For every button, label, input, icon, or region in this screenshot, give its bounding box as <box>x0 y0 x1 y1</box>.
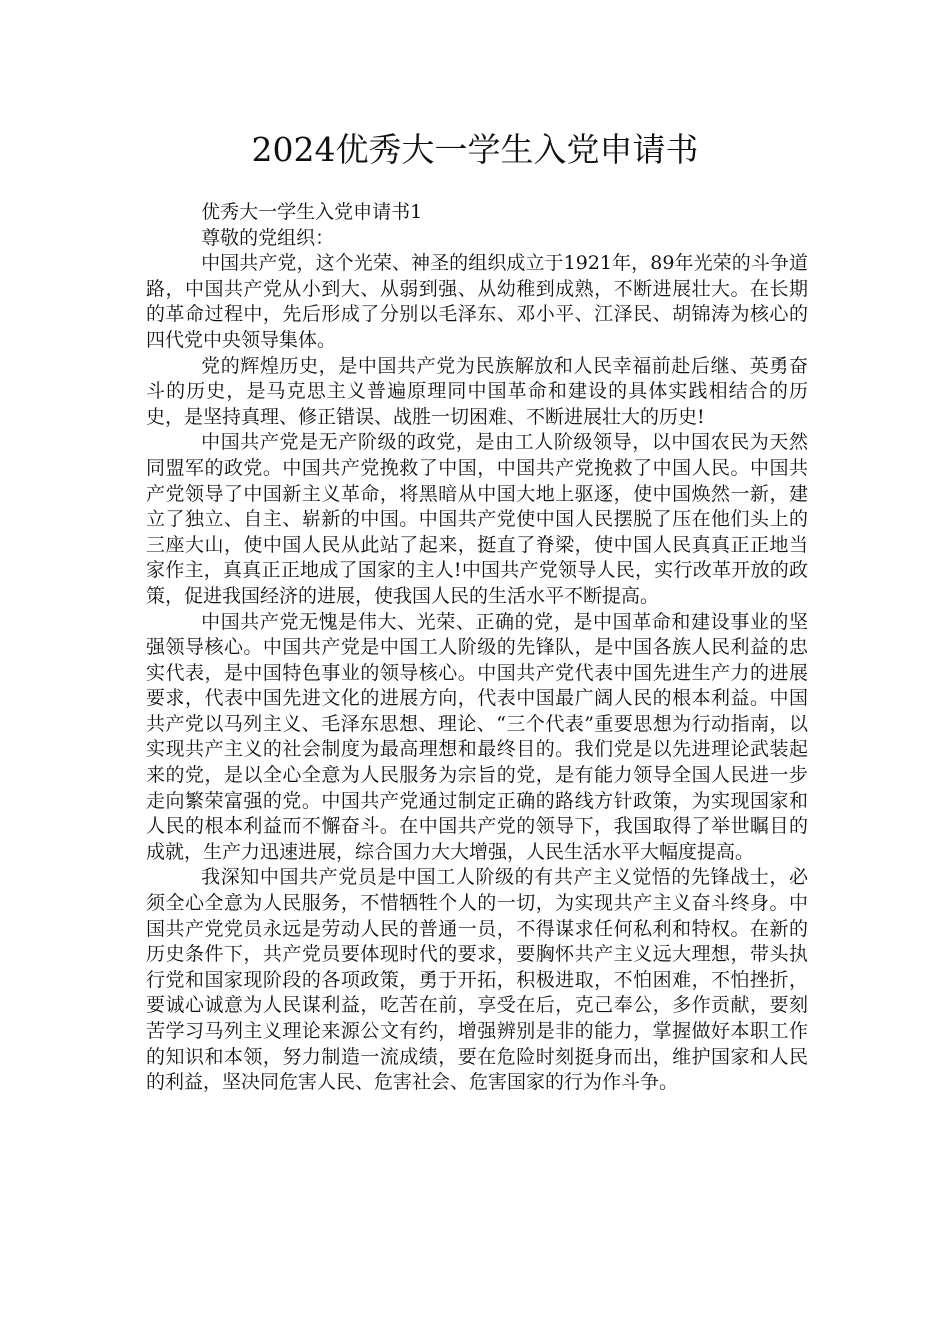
body-paragraph: 党的辉煌历史，是中国共产党为民族解放和人民幸福前赴后继、英勇奋斗的历史，是马克思主义普遍原理同中国革命和建设的具体实践相结合的历史，是坚持真理、修正错误、战胜一切困难、不断进展壮大的历史! <box>146 354 808 428</box>
document-body <box>146 200 808 1096</box>
section-heading: 优秀大一学生入党申请书1 <box>201 201 423 223</box>
document-title: 2024优秀大一学生入党申请书 <box>251 130 699 169</box>
body-paragraph: 中国共产党，这个光荣、神圣的组织成立于1921年，89年光荣的斗争道路，中国共产党从小到大、从弱到强、从幼稚到成熟，不断进展壮大。在长期的革命过程中，先后形成了分别以毛泽东、邓小平、江泽民、胡锦涛为核心的四代党中央领导集体。 <box>146 252 808 351</box>
body-paragraph: 中国共产党是无产阶级的政党，是由工人阶级领导，以中国农民为天然同盟军的政党。中国共产党挽救了中国，中国共产党挽救了中国人民。中国共产党领导了中国新主义革命，将黑暗从中国大地上驱逐，使中国焕然一新，建立了独立、自主、崭新的中国。中国共产党使中国人民摆脱了压在他们头上的三座大山，使中国人民从此站了起来，挺直了脊梁，使中国人民真真正正地当家作主，真真正正地成了国家的主人!中国共产党领导人民，实行改革开放的政策，促进我国经济的进展，使我国人民的生活水平不断提高。 <box>146 431 808 607</box>
salutation: 尊敬的党组织： <box>201 226 335 249</box>
body-paragraph: 我深知中国共产党员是中国工人阶级的有共产主义觉悟的先锋战士，必须全心全意为人民服务，不惜牺牲个人的一切，为实现共产主义奋斗终身。中国共产党党员永远是劳动人民的普通一员，不得谋求任何私利和特权。在新的历史条件下，共产党员要体现时代的要求，要胸怀共产主义远大理想，带头执行党和国家现阶段的各项政策，勇于开拓，积极进取，不怕困难，不怕挫折，要诚心诚意为人民谋利益，吃苦在前，享受在后，克己奉公，多作贡献，要刻苦学习马列主义理论来源公文有约，增强辨别是非的能力，掌握做好本职工作的知识和本领，努力制造一流成绩，要在危险时刻挺身而出，维护国家和人民的利益，坚决同危害人民、危害社会、危害国家的行为作斗争。 <box>146 866 808 1094</box>
body-paragraph: 中国共产党无愧是伟大、光荣、正确的党，是中国革命和建设事业的坚强领导核心。中国共产党是中国工人阶级的先锋队，是中国各族人民利益的忠实代表，是中国特色事业的领导核心。中国共产党代表中国先进生产力的进展要求，代表中国先进文化的进展方向，代表中国最广阔人民的根本利益。中国共产党以马列主义、毛泽东思想、理论、“三个代表”重要思想为行动指南，以实现共产主义的社会制度为最高理想和最终目的。我们党是以先进理论武装起来的党，是以全心全意为人民服务为宗旨的党，是有能力领导全国人民进一步走向繁荣富强的党。中国共产党通过制定正确的路线方针政策，为实现国家和人民的根本利益而不懈奋斗。在中国共产党的领导下，我国取得了举世瞩目的成就，生产力迅速进展，综合国力大大增强，人民生活水平大幅度提高。 <box>146 610 808 863</box>
